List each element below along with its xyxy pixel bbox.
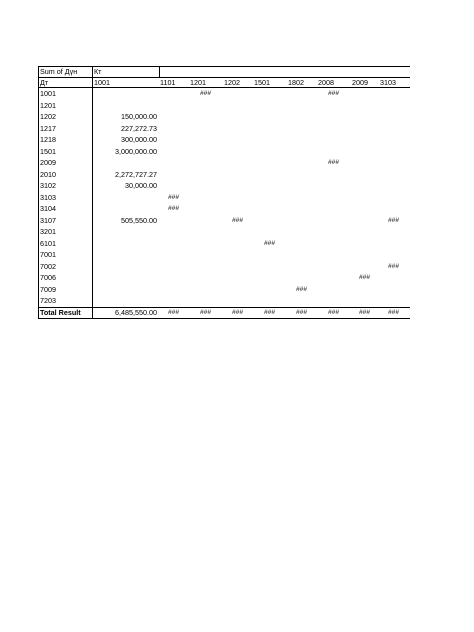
row-header[interactable]: 1001: [40, 89, 56, 98]
column-header[interactable]: 1501: [254, 78, 270, 87]
overflow-cell[interactable]: ###: [327, 90, 339, 97]
total-cell[interactable]: ###: [231, 308, 243, 316]
value-cell[interactable]: 227,272.73: [121, 123, 157, 133]
table-top-border: [38, 66, 410, 67]
column-header[interactable]: 1201: [190, 78, 206, 87]
column-header-bottom: [38, 87, 410, 88]
row-header[interactable]: 7006: [40, 273, 56, 282]
table-bottom-border: [38, 318, 410, 319]
column-header[interactable]: 1802: [288, 78, 304, 87]
column-header[interactable]: 3103: [380, 78, 396, 87]
overflow-cell[interactable]: ###: [387, 216, 399, 224]
row-header[interactable]: 7203: [40, 296, 56, 305]
overflow-cell[interactable]: ###: [167, 205, 179, 212]
total-row-label: Total Result: [40, 307, 81, 317]
row-field-label[interactable]: Дт: [40, 78, 49, 87]
table-left-border: [38, 66, 39, 319]
row-header[interactable]: 3102: [40, 181, 56, 190]
column-header[interactable]: 2008: [318, 78, 334, 87]
overflow-cell[interactable]: ###: [263, 239, 275, 247]
total-cell[interactable]: ###: [199, 308, 211, 316]
row-header[interactable]: 3107: [40, 215, 56, 225]
header-divider: [38, 77, 410, 78]
column-header[interactable]: 1202: [224, 78, 240, 87]
total-row-top-border: [38, 307, 410, 308]
total-cell[interactable]: ###: [167, 308, 179, 316]
value-cell[interactable]: 505,550.00: [121, 215, 157, 225]
row-header[interactable]: 7009: [40, 284, 56, 294]
overflow-cell[interactable]: ###: [327, 159, 339, 166]
total-cell[interactable]: ###: [295, 308, 307, 316]
column-header[interactable]: 1101: [160, 78, 176, 87]
row-header[interactable]: 2010: [40, 169, 56, 179]
data-field-label[interactable]: Sum of Дүн: [40, 67, 78, 76]
row-header[interactable]: 3104: [40, 204, 56, 213]
column-field-divider: [159, 66, 160, 77]
row-header[interactable]: 3201: [40, 227, 56, 236]
overflow-cell[interactable]: ###: [231, 216, 243, 224]
column-header[interactable]: 1001: [94, 78, 110, 87]
value-cell[interactable]: 2,272,727.27: [115, 169, 157, 179]
row-header[interactable]: 1202: [40, 112, 56, 121]
total-cell[interactable]: ###: [327, 308, 339, 316]
value-cell[interactable]: 150,000.00: [121, 112, 157, 121]
row-header[interactable]: 1201: [40, 100, 56, 110]
total-cell[interactable]: 6,485,550.00: [115, 307, 157, 317]
row-field-divider: [92, 66, 93, 319]
value-cell[interactable]: 3,000,000.00: [115, 146, 157, 156]
value-cell[interactable]: 30,000.00: [125, 181, 157, 190]
row-header[interactable]: 1501: [40, 146, 56, 156]
overflow-cell[interactable]: ###: [295, 285, 307, 293]
total-cell[interactable]: ###: [263, 308, 275, 316]
column-header[interactable]: 2009: [352, 78, 368, 87]
column-field-label[interactable]: Кт: [94, 67, 102, 76]
total-cell[interactable]: ###: [387, 308, 399, 316]
row-header[interactable]: 2009: [40, 158, 56, 167]
row-header[interactable]: 7002: [40, 261, 56, 271]
value-cell[interactable]: 300,000.00: [121, 135, 157, 144]
row-header[interactable]: 7001: [40, 250, 56, 259]
overflow-cell[interactable]: ###: [358, 274, 370, 281]
total-cell[interactable]: ###: [358, 308, 370, 316]
overflow-cell[interactable]: ###: [167, 193, 179, 201]
overflow-cell[interactable]: ###: [387, 262, 399, 270]
row-header[interactable]: 1217: [40, 123, 56, 133]
row-header[interactable]: 6101: [40, 238, 56, 248]
row-header[interactable]: 1218: [40, 135, 56, 144]
row-header[interactable]: 3103: [40, 192, 56, 202]
overflow-cell[interactable]: ###: [199, 90, 211, 97]
